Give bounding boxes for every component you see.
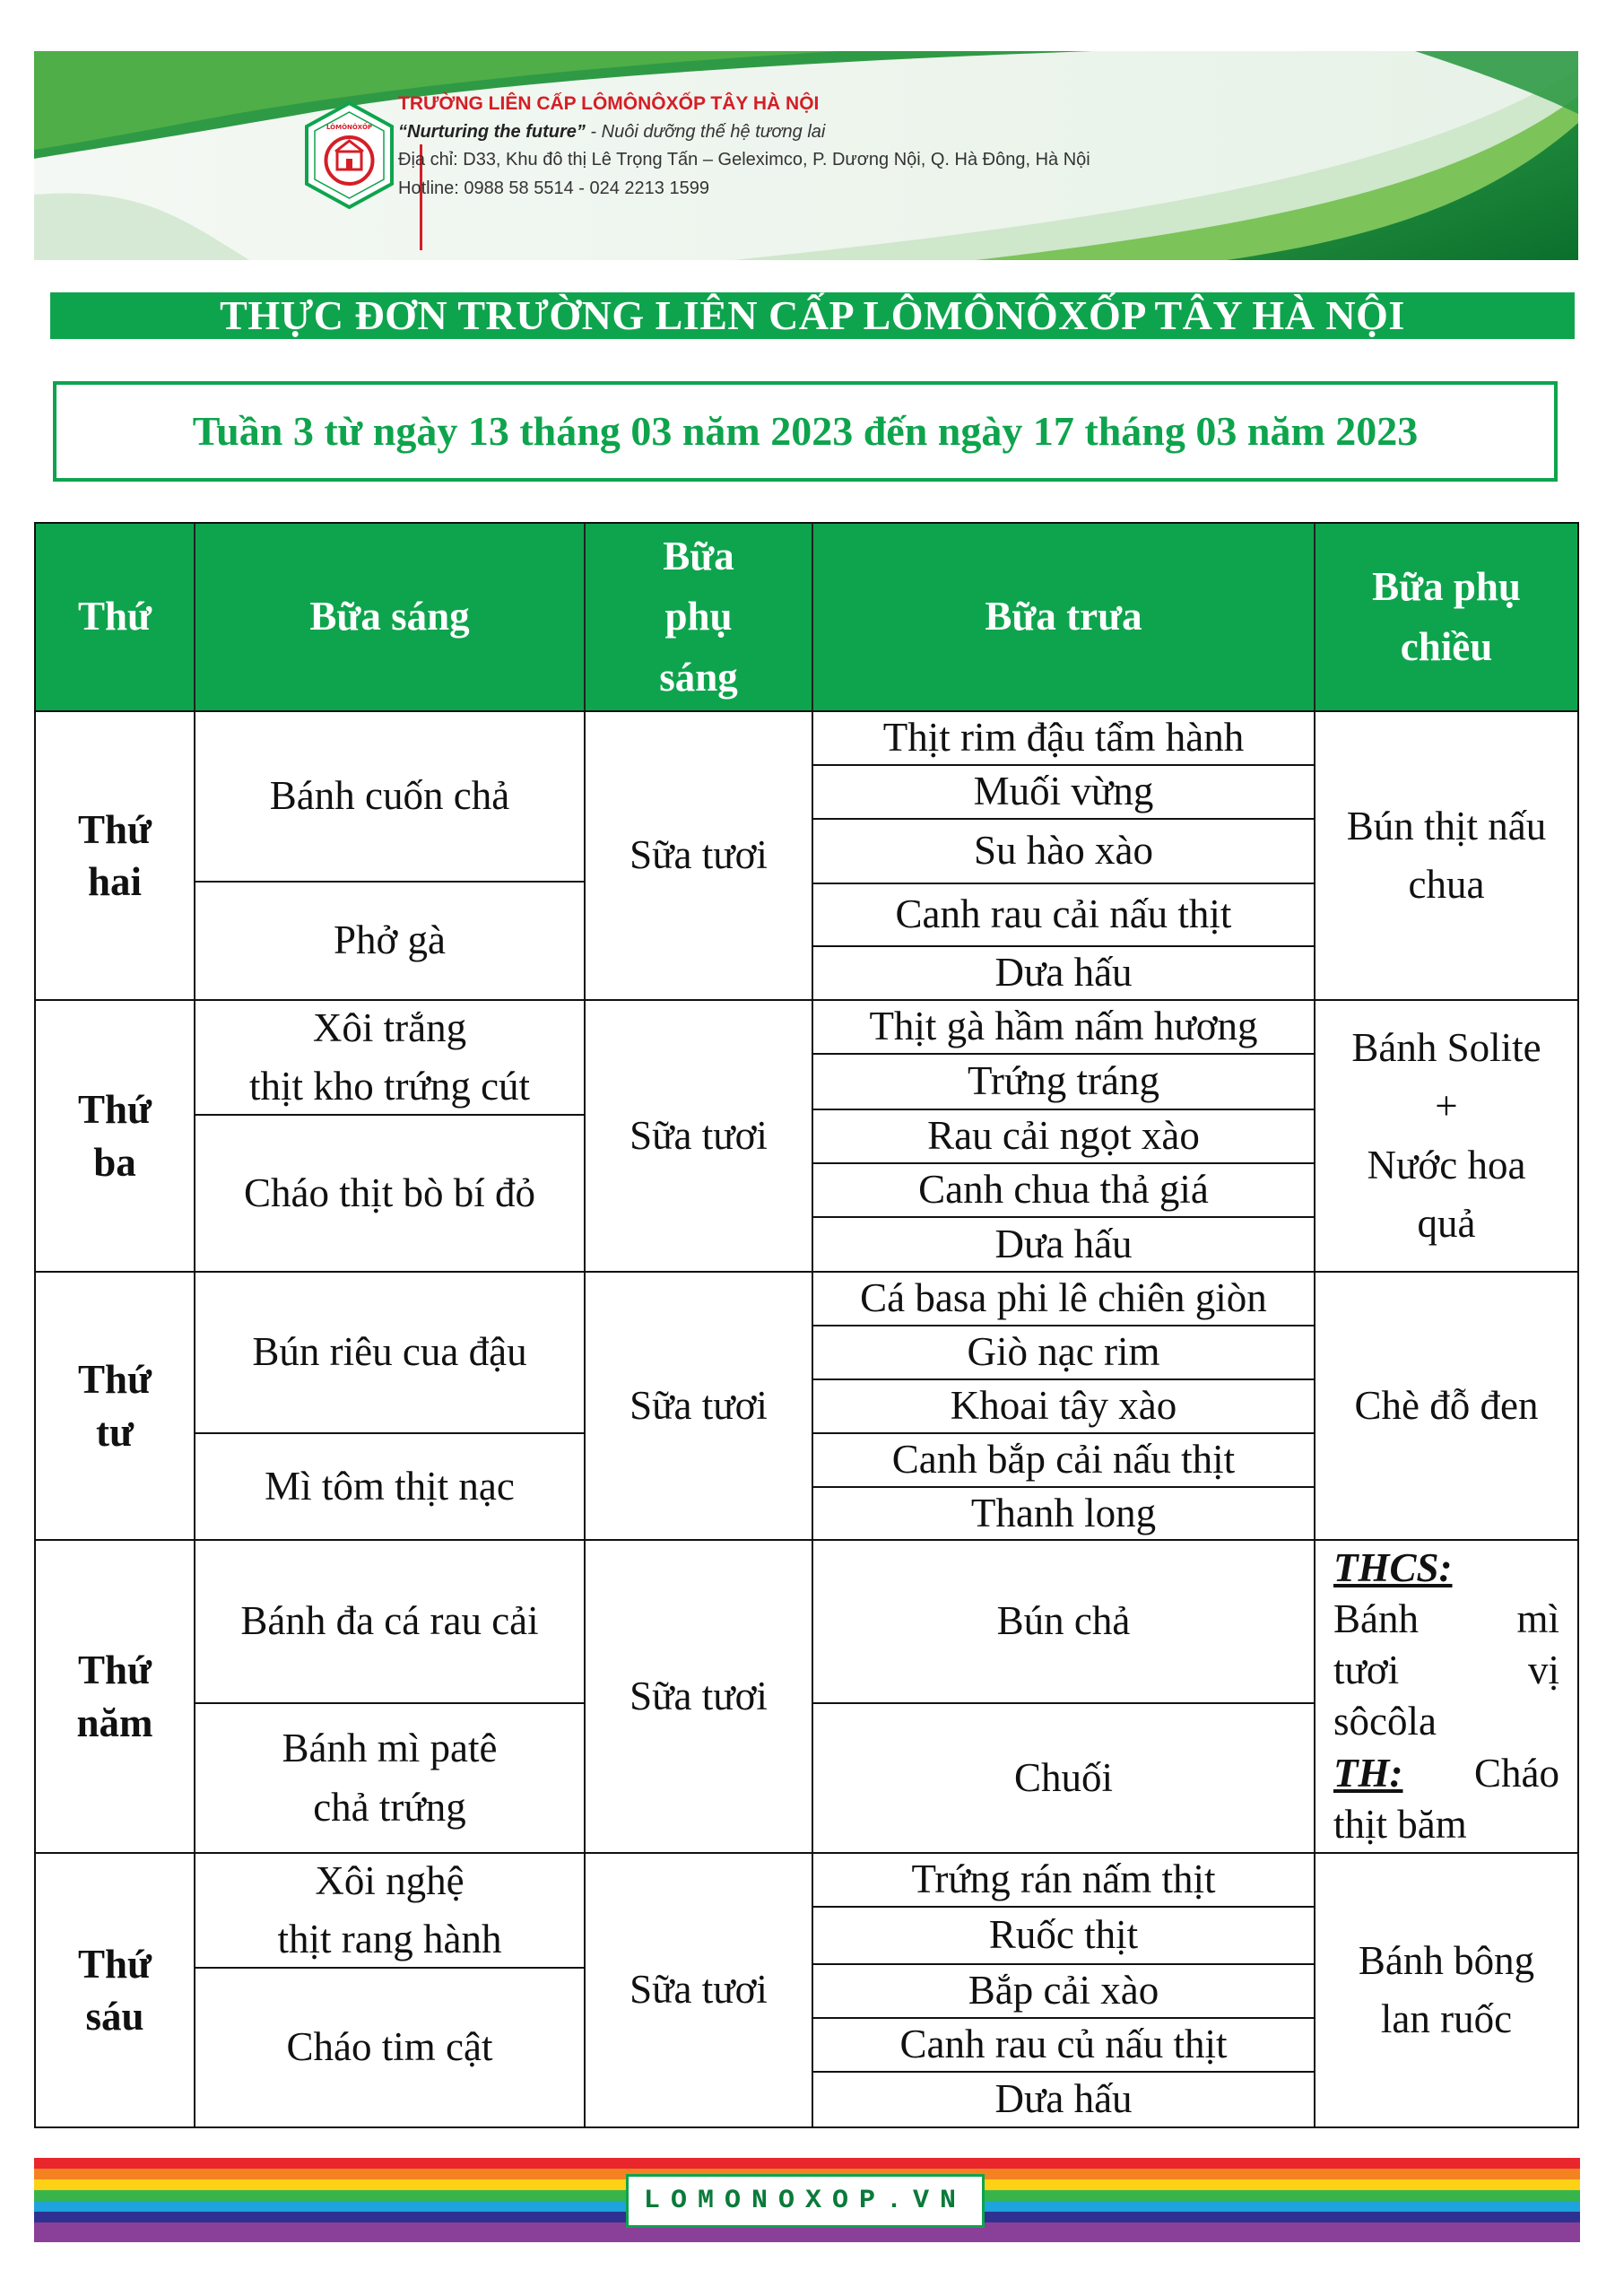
footer-rainbow	[34, 2158, 1580, 2242]
lunch-item: Canh chua thả giá	[813, 1162, 1314, 1216]
header-lunch: Bữa trưa	[813, 524, 1315, 710]
lunch-item: Trứng rán nấm thịt	[911, 1857, 1216, 1902]
lunch-item: Giò nạc rim	[813, 1325, 1314, 1378]
school-address: Địa chỉ: D33, Khu đô thị Lê Trọng Tấn – Geleximco, P. Dương Nội, Q. Hà Đông, Hà Nội	[398, 150, 1090, 170]
afternoon-snack-cell: Bún thịt nấu chua	[1346, 803, 1547, 907]
morning-snack-cell: Sữa tươi	[586, 1001, 813, 1271]
day-row-thursday	[36, 1539, 1577, 1852]
header-morning-snack: Bữa phụ sáng	[586, 524, 813, 710]
lunch-item: Thanh long	[813, 1486, 1314, 1539]
lunch-item: Rau cải ngọt xào	[813, 1109, 1314, 1162]
breakfast-cell	[195, 1001, 586, 1271]
morning-snack-cell: Sữa tươi	[586, 1854, 813, 2126]
lunch-cell	[813, 1541, 1315, 1852]
rainbow-stripe	[34, 2158, 1580, 2169]
logo-text: LÔMÔNÔXỐP	[326, 124, 373, 131]
day-label: Thứ năm	[36, 1541, 195, 1852]
day-label: Thứ hai	[36, 712, 195, 999]
snack-th-line: thịt băm	[1333, 1801, 1467, 1847]
snack-thcs-line: Bánh mì	[1333, 1596, 1559, 1642]
breakfast-item: Cháo tim cật	[195, 1967, 584, 2126]
header-afternoon-snack: Bữa phụ chiều	[1372, 563, 1521, 669]
day-row-tuesday	[36, 999, 1577, 1271]
breakfast-item: Phở gà	[195, 881, 584, 999]
breakfast-cell	[195, 1854, 586, 2126]
morning-snack-cell: Sữa tươi	[586, 712, 813, 999]
afternoon-snack-cell: Bánh Solite + Nước hoa quả	[1351, 1025, 1541, 1246]
lunch-item: Canh rau cải nấu thịt	[813, 883, 1314, 945]
breakfast-cell	[195, 1273, 586, 1539]
snack-thcs-label: THCS:	[1333, 1545, 1453, 1590]
page-title: THỰC ĐƠN TRƯỜNG LIÊN CẤP LÔMÔNÔXỐP TÂY HÀ NỘI	[50, 292, 1575, 339]
snack-th-line	[1333, 1748, 1559, 1799]
lunch-item: Ruốc thịt	[813, 1906, 1314, 1963]
afternoon-snack-cell: Chè đỗ đen	[1354, 1382, 1539, 1428]
motto-vietnamese: - Nuôi dưỡng thế hệ tương lai	[585, 122, 826, 142]
lunch-item: Thịt rim đậu tẩm hành	[882, 715, 1245, 761]
day-row-monday	[36, 710, 1577, 999]
breakfast-item: Bún riêu cua đậu	[252, 1329, 527, 1375]
day-label: Thứ sáu	[36, 1854, 195, 2126]
lunch-item: Cá basa phi lê chiên giòn	[860, 1275, 1267, 1321]
morning-snack-cell: Sữa tươi	[586, 1541, 813, 1852]
week-range: Tuần 3 từ ngày 13 tháng 03 năm 2023 đến ngày 17 tháng 03 năm 2023	[53, 381, 1558, 482]
lunch-item: Dưa hấu	[813, 945, 1314, 999]
snack-th-label: TH:	[1333, 1750, 1403, 1796]
lunch-cell	[813, 1854, 1315, 2126]
lunch-cell	[813, 1273, 1315, 1539]
header-breakfast: Bữa sáng	[195, 524, 586, 710]
breakfast-item: Mì tôm thịt nạc	[195, 1432, 584, 1539]
day-row-wednesday	[36, 1271, 1577, 1539]
lunch-item: Canh bắp cải nấu thịt	[813, 1432, 1314, 1486]
lunch-item: Muối vừng	[813, 764, 1314, 818]
morning-snack-cell: Sữa tươi	[586, 1273, 813, 1539]
lunch-item: Bún chả	[996, 1598, 1131, 1644]
lunch-item: Canh rau củ nấu thịt	[813, 2017, 1314, 2071]
motto-english: “Nurturing the future”	[398, 122, 586, 142]
lunch-item: Bắp cải xào	[813, 1963, 1314, 2017]
breakfast-item: Xôi nghệ thịt rang hành	[277, 1857, 502, 1961]
breakfast-cell	[195, 712, 586, 999]
day-label: Thứ ba	[36, 1001, 195, 1271]
breakfast-item: Bánh cuốn chả	[269, 773, 510, 819]
school-crest-icon	[303, 101, 395, 209]
breakfast-item: Bánh mì patê chả trứng	[195, 1702, 584, 1852]
lunch-cell	[813, 712, 1315, 999]
school-motto	[398, 122, 825, 143]
menu-header-row	[36, 524, 1577, 710]
website-link[interactable]: LOMONOXOP.VN	[626, 2174, 985, 2228]
day-label: Thứ tư	[36, 1273, 195, 1539]
afternoon-snack-cell	[1315, 1541, 1577, 1852]
header-day: Thứ	[36, 524, 195, 710]
school-hotline: Hotline: 0988 58 5514 - 024 2213 1599	[398, 178, 709, 198]
breakfast-item: Cháo thịt bò bí đỏ	[195, 1114, 584, 1271]
breakfast-cell	[195, 1541, 586, 1852]
snack-th-text: Cháo	[1402, 1750, 1559, 1796]
menu-table	[34, 522, 1579, 2128]
snack-thcs-line: tươi vị	[1333, 1648, 1559, 1693]
lunch-item: Chuối	[813, 1702, 1314, 1852]
lunch-item: Thịt gà hầm nấm hương	[869, 1004, 1258, 1049]
lunch-item: Su hào xào	[813, 818, 1314, 883]
lunch-item: Khoai tây xào	[813, 1378, 1314, 1432]
snack-thcs-line: sôcôla	[1333, 1699, 1437, 1744]
afternoon-snack-cell: Bánh bông lan ruốc	[1358, 1937, 1535, 2041]
lunch-cell	[813, 1001, 1315, 1271]
school-name: TRƯỜNG LIÊN CẤP LÔMÔNÔXỐP TÂY HÀ NỘI	[398, 93, 820, 114]
breakfast-item: Xôi trắng thịt kho trứng cút	[248, 1004, 531, 1109]
school-logo	[303, 101, 395, 209]
lunch-item: Dưa hấu	[813, 1216, 1314, 1271]
breakfast-item: Bánh đa cá rau cải	[240, 1598, 539, 1644]
day-row-friday	[36, 1852, 1577, 2126]
lunch-item: Trứng tráng	[813, 1053, 1314, 1109]
lunch-item: Dưa hấu	[813, 2071, 1314, 2126]
